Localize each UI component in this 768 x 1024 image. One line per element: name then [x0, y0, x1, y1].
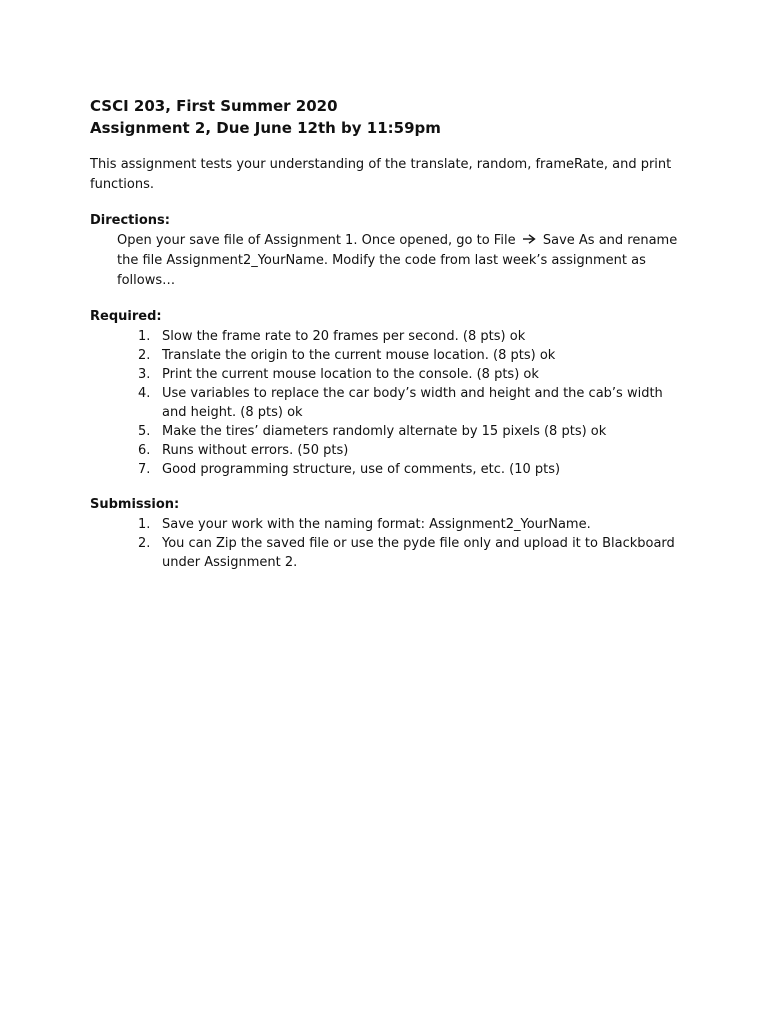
directions-text-after-arrow: Save As and rename the file Assignment2_YourName. Modify the code from last week’s assignment as follows… — [117, 233, 678, 288]
item-number: 4. — [138, 386, 151, 401]
item-text: Print the current mouse location to the console. (8 pts) ok — [162, 367, 539, 382]
list-item — [90, 534, 680, 572]
item-text: Translate the origin to the current mouse location. (8 pts) ok — [162, 348, 556, 363]
list-item — [90, 422, 680, 441]
intro-paragraph: This assignment tests your understanding of the translate, random, frameRate, and print functions. — [90, 157, 672, 192]
assignment-title: Assignment 2, Due June 12th by 11:59pm — [90, 119, 441, 137]
item-number: 1. — [138, 329, 151, 344]
list-item — [90, 384, 680, 422]
list-item — [90, 515, 680, 534]
item-text: Make the tires’ diameters randomly alternate by 15 pixels (8 pts) ok — [162, 424, 607, 439]
document-page — [90, 95, 680, 572]
item-number: 2. — [138, 348, 151, 363]
directions-paragraph — [117, 231, 680, 291]
item-number: 6. — [138, 443, 151, 458]
directions-heading: Directions: — [90, 213, 170, 228]
item-number: 5. — [138, 424, 151, 439]
right-arrow-icon — [523, 231, 536, 251]
item-number: 1. — [138, 517, 151, 532]
required-heading: Required: — [90, 309, 162, 324]
required-list — [90, 327, 680, 479]
list-item — [90, 460, 680, 479]
item-number: 3. — [138, 367, 151, 382]
item-number: 7. — [138, 462, 151, 477]
item-number: 2. — [138, 536, 151, 551]
submission-list — [90, 515, 680, 572]
list-item — [90, 327, 680, 346]
course-title: CSCI 203, First Summer 2020 — [90, 97, 338, 115]
directions-text-before-arrow: Open your save file of Assignment 1. Once opened, go to File — [117, 233, 516, 248]
item-text: You can Zip the saved file or use the pyde file only and upload it to Blackboard under Assignment 2. — [162, 536, 675, 570]
list-item — [90, 441, 680, 460]
item-text: Use variables to replace the car body’s width and height and the cab’s width and height. (8 pts) ok — [162, 386, 663, 420]
item-text: Slow the frame rate to 20 frames per second. (8 pts) ok — [162, 329, 526, 344]
item-text: Save your work with the naming format: Assignment2_YourName. — [162, 517, 591, 532]
list-item — [90, 365, 680, 384]
item-text: Good programming structure, use of comments, etc. (10 pts) — [162, 462, 561, 477]
submission-heading: Submission: — [90, 497, 180, 512]
list-item — [90, 346, 680, 365]
item-text: Runs without errors. (50 pts) — [162, 443, 349, 458]
